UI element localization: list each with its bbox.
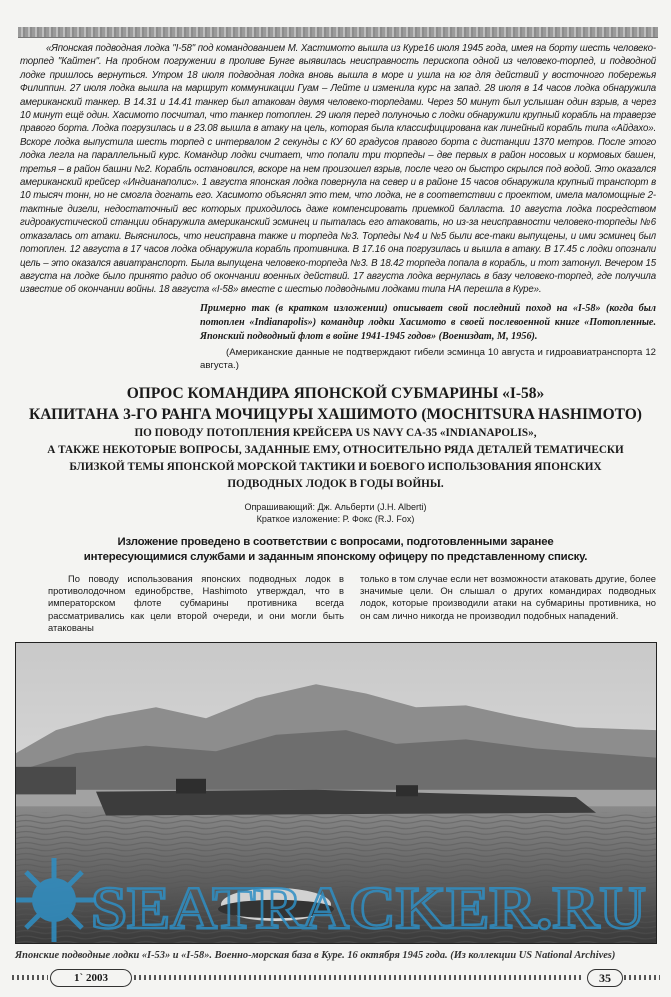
lead-line: интересующимися службами и заданным японскому офицеру по представленному списку. bbox=[83, 550, 588, 563]
credits bbox=[15, 501, 656, 525]
intro-paragraph: «Японская подводная лодка "I-58" под командованием М. Хастимото вышла из Куре16 июля 1945 года, имея на борту шесть человеко-торпед "Кайтен". На пробном погружении в проливе Бунге выявилась неисправность перископа одной из человеко-торпед, и подводной лодке пришлось вернуться. Утром 18 июля подводная лодка вновь вышла в море и ушла на юг для действий у восточного побережья Филиппин. 27 июля лодка вышла на маршрут коммуникации Гуам – Лейте и изменила курс на запад. 28 июля в 14 часов лодка обнаружила американский танкер. В 14.31 и 14.41 танкер был атакован двумя человеко-торпедами. Через 50 минут был услышан один взрыв, а через 10 минут ещё один. Хасимото посчитал, что танкер потоплен. 29 июля перед полуночью с лодки обнаружили крупный корабль на траверзе правого борта. Лодка погрузилась и в 23.08 вышла в атаку на цель, которая была классифицирована как линейный корабль типа «Айдахо». Вскоре лодка выпустила шесть торпед с интервалом 2 секунды с КУ 60 градусов правого борта с дистанции 1370 метров. После этого лодка легла на параллельный курс. Командир лодки считает, что попали три торпеды – две первых в район носовых и кормовых башен, третья – в район башни №2. Корабль остановился, вскоре на нем произошел взрыв, после чего он быстро скрылся под водой. Это оказался американский крейсер «Индианаполис». 1 августа японская лодка повернула на север и в районе 15 часов обнаружила крупный транспорт в 10 тысяч тонн, но не смогла догнать его. Хасимото объяснял это тем, что лодка, не в соответствии с проектом, имела маломощные 2-тактные дизели, недостаточный вес которых приходилось даже компенсировать приемкой балласта. 10 августа лодка посредством гидроакустической станции обнаружила американский эсминец и пыталась его атаковать, но из-за неисправности человеко-торпеды №6 отказалась от атаки. Выяснилось, что неисправна также и торпеда №3. Торпеды №4 и №5 были все-таки выпущены, и ими эсминец был потоплен. 12 августа в 17 часов лодка обнаружила корабль противника. В 17.16 она погрузилась и вышла в атаку. В 17.45 с лодки опознали цель – это оказался авиатранспорт. Была выпущена человеко-торпеда №3. В 18.42 торпеда попала в корабль, и тот затонул. Вечером 15 августа на лодке было принято радио об окончании военных действий. 17 августа лодка вернулась в базу человеко-торпед, где получила известие об окончании войны. 18 августа «I-58» вместе с шестью подводными лодками типа НА перешла в Куре». bbox=[20, 43, 656, 296]
subheadline-line: БЛИЗКОЙ ТЕМЫ ЯПОНСКОЙ МОРСКОЙ ТАКТИКИ И БОЕВОГО ИСПОЛЬЗОВАНИЯ ЯПОНСКИХ bbox=[69, 460, 602, 473]
footer-ornament bbox=[12, 975, 48, 980]
two-column-text bbox=[15, 573, 656, 634]
headline-line: КАПИТАНА 3-ГО РАНГА МОЧИЦУРЫ ХАШИМОТО (MOCHITSURA HASHIMOTO) bbox=[29, 405, 642, 423]
editor-note: (Американские данные не подтверждают гибели эсминца 10 августа и гидроавиатранспорта 12 августа.) bbox=[200, 346, 656, 372]
page-footer bbox=[12, 969, 662, 987]
source-attribution: Примерно так (в кратком изложении) описывает свой последний поход на «I-58» (когда был потоплен «Indianapolis») командир лодки Хасимото в своей послевоенной книге «Потопленные. Японский подводный флот в войне 1941-1945 годов» (Воениздат, М, 1956). bbox=[200, 302, 656, 342]
footer-ornament bbox=[624, 975, 660, 980]
interviewer: Опрашивающий: Дж. Альберти (J.H. Alberti) bbox=[244, 501, 427, 512]
column-left: По поводу использования японских подводных лодок в противолодочном единобрстве, Hashimoto утверждал, что в императорском флоте субмарины противника всегда рассматривались как цели второй очереди, и они могли быть атакованы bbox=[48, 572, 344, 633]
subheadline-line: ПОДВОДНЫХ ЛОДОК В ГОДЫ ВОЙНЫ. bbox=[227, 477, 444, 490]
page-number: 35 bbox=[587, 969, 623, 987]
harbor-photo bbox=[15, 642, 657, 944]
headline-line: ОПРОС КОМАНДИРА ЯПОНСКОЙ СУБМАРИНЫ «I-58» bbox=[126, 384, 545, 402]
watermark-text: SEATRACKER.RU bbox=[91, 875, 646, 942]
issue-number: 1` 2003 bbox=[50, 969, 132, 987]
footer-ornament bbox=[134, 975, 584, 980]
lead-paragraph bbox=[15, 535, 656, 565]
intro-quote bbox=[20, 42, 656, 297]
column-right: только в том случае если нет возможности атаковать другие, более значимые цели. Он слышал о других командирах подводных лодок, которые производили атаки на субмарины противника, но он сам лично никогда не производил подобных нападений. bbox=[360, 572, 657, 621]
photo-caption: Японские подводные лодки «I-53» и «I-58». Военно-морская база в Куре. 16 октября 1945 года. (Из коллекции US National Archives) bbox=[15, 950, 616, 962]
article-headline bbox=[15, 383, 656, 493]
header-rule bbox=[18, 27, 658, 38]
lead-line: Изложение проведено в соответствии с вопросами, подготовленными заранее bbox=[117, 535, 554, 548]
subheadline-line: А ТАКЖЕ НЕКОТОРЫЕ ВОПРОСЫ, ЗАДАННЫЕ ЕМУ, ОТНОСИТЕЛЬНО РЯДА ДЕТАЛЕЙ ТЕМАТИЧЕСКИ bbox=[47, 443, 624, 456]
summary-author: Краткое изложение: Р. Фокс (R.J. Fox) bbox=[256, 513, 415, 524]
subheadline-line: ПО ПОВОДУ ПОТОПЛЕНИЯ КРЕЙСЕРА US NAVY CA-35 «INDIANAPOLIS», bbox=[134, 426, 537, 439]
submarines-photo-image bbox=[16, 643, 656, 943]
